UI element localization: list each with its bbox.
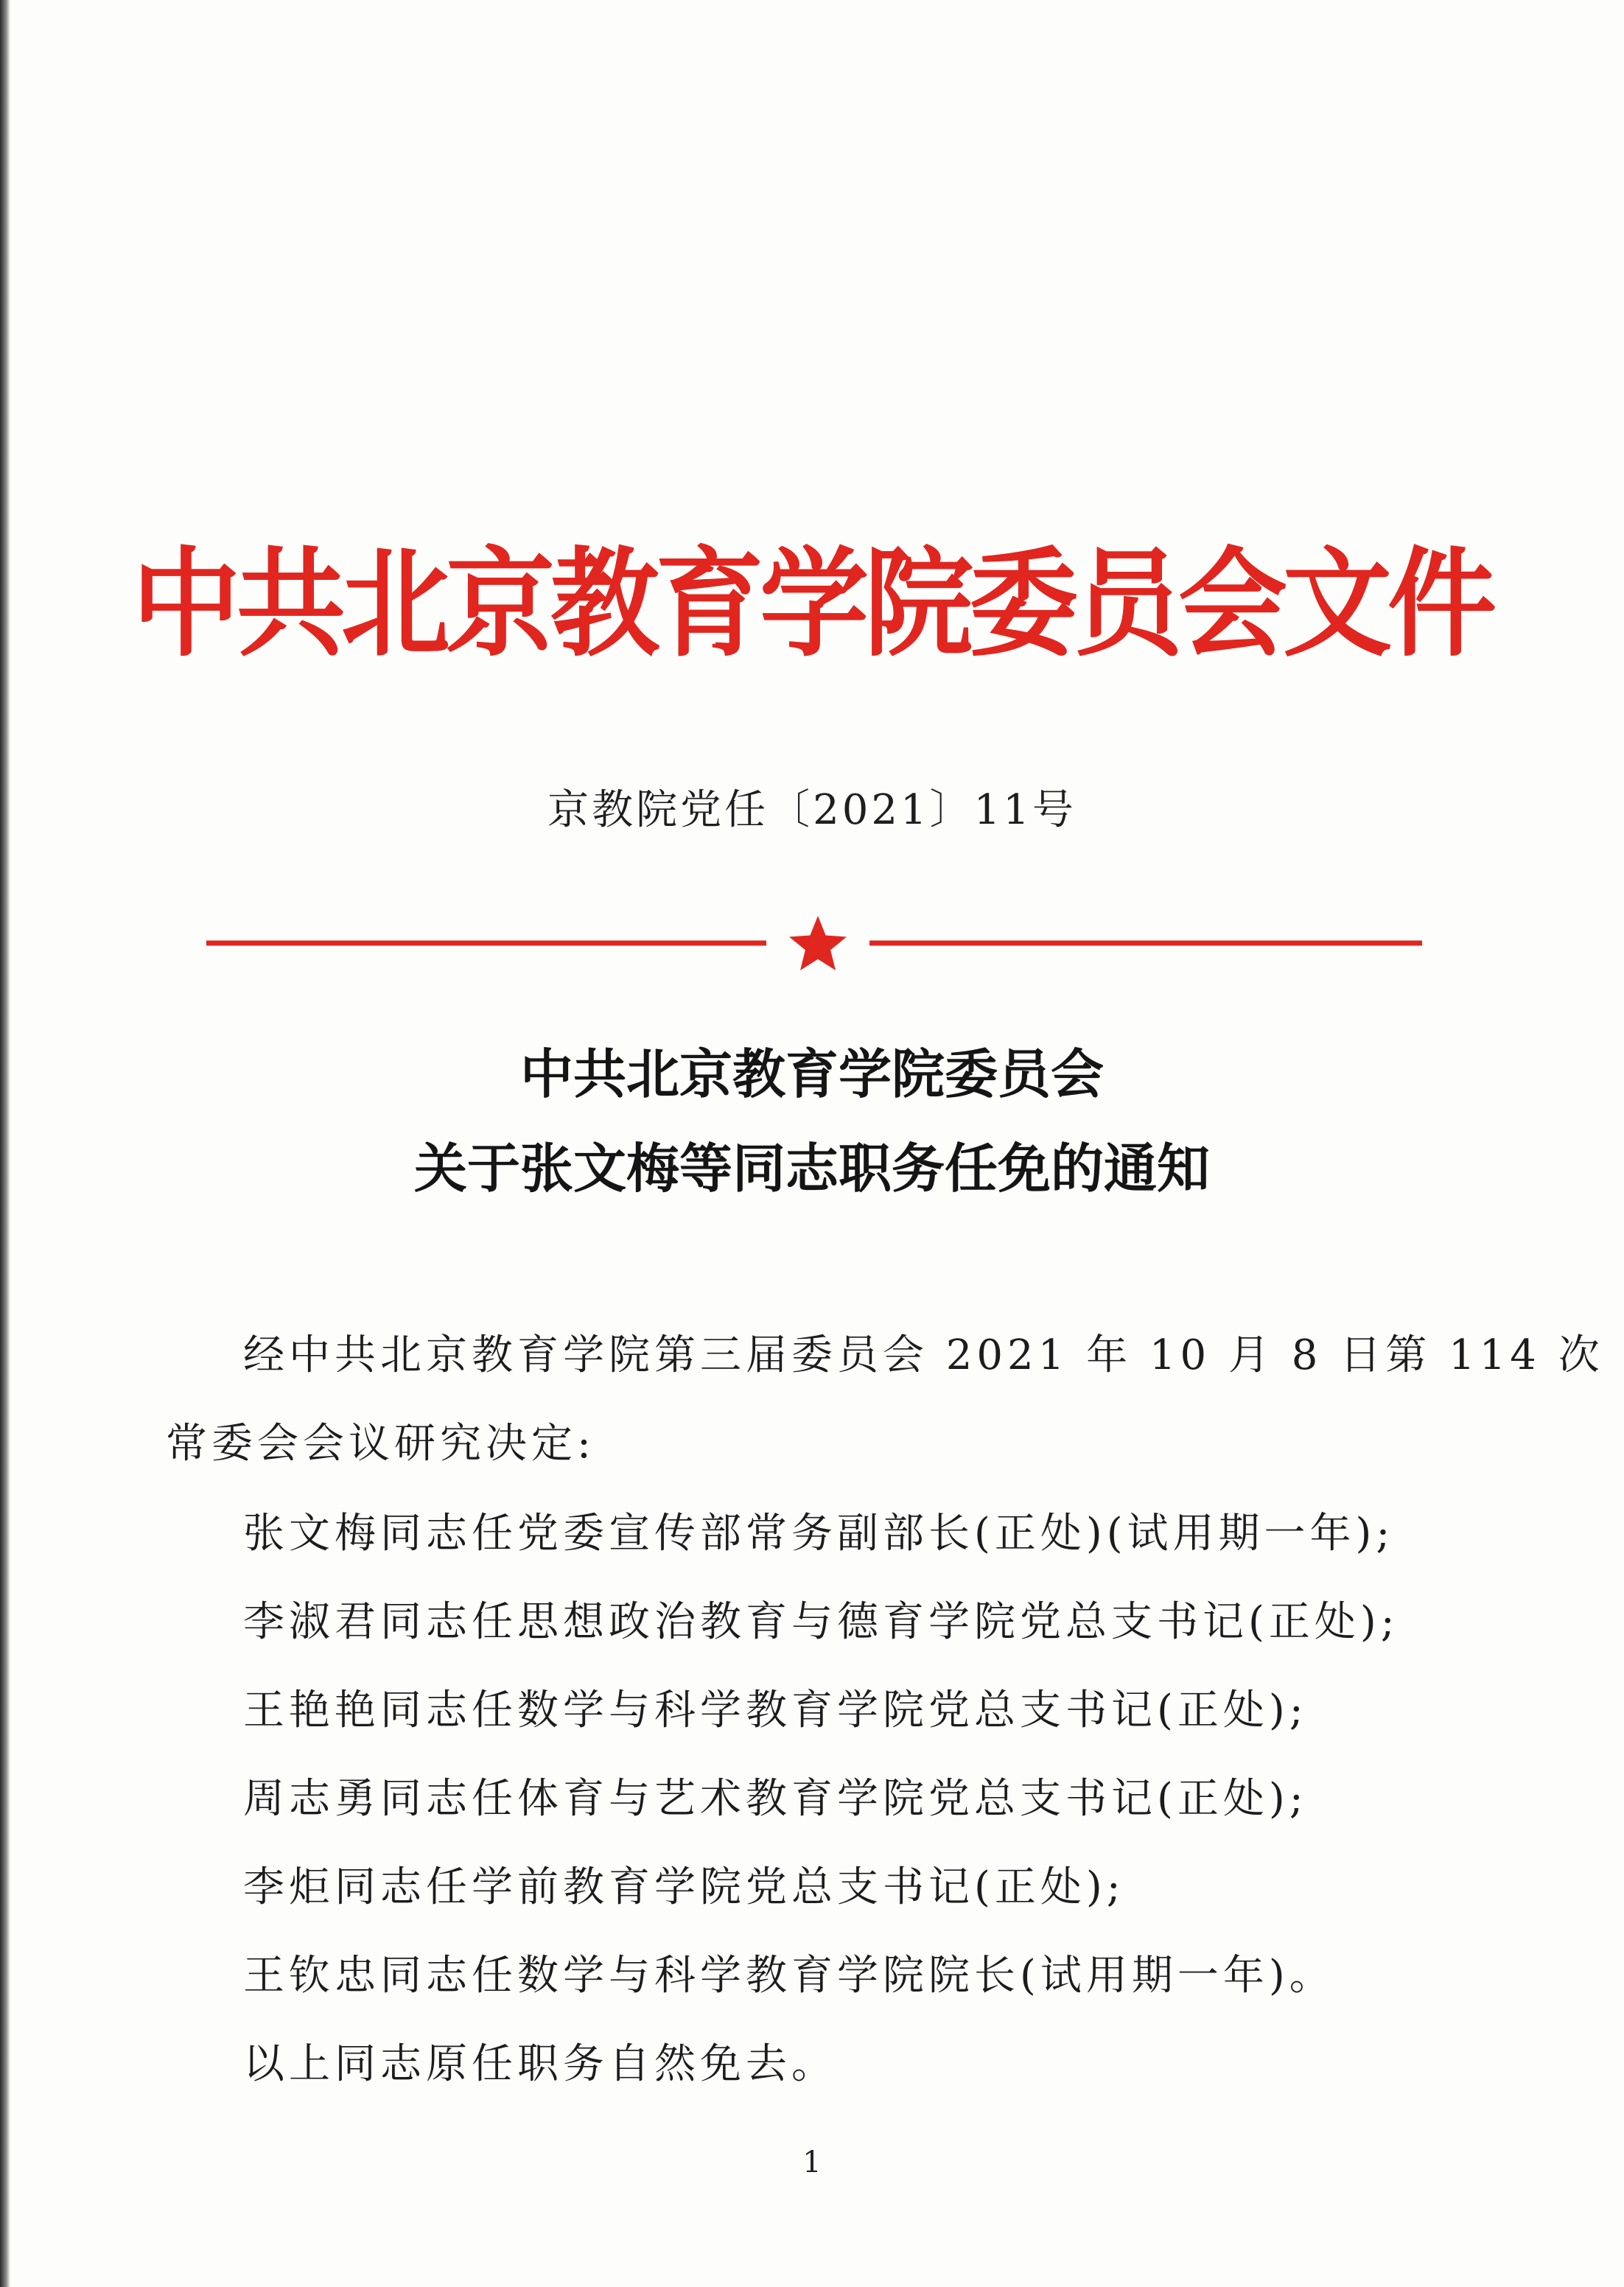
appointment-item: 周志勇同志任体育与艺术教育学院党总支书记(正处); — [243, 1775, 1308, 1823]
red-divider — [206, 910, 1422, 976]
star-icon — [789, 916, 847, 970]
appointment-item: 王艳艳同志任数学与科学教育学院党总支书记(正处); — [243, 1687, 1308, 1734]
intro-paragraph-line-2: 常委会会议研究决定: — [166, 1420, 595, 1468]
page-number: 1 — [802, 2146, 822, 2179]
appointment-item: 李淑君同志任思想政治教育与德育学院党总支书记(正处); — [243, 1598, 1399, 1646]
closing-statement: 以上同志原任职务自然免去。 — [243, 2040, 837, 2088]
document-number: 京教院党任〔2021〕11号 — [547, 786, 1077, 834]
document-header-title: 中共北京教育学院委员会文件 — [132, 536, 1492, 673]
notice-title-line-1: 中共北京教育学院委员会 — [519, 1043, 1104, 1105]
appointment-item: 张文梅同志任党委宣传部常务副部长(正处)(试用期一年); — [243, 1510, 1395, 1558]
appointment-item: 王钦忠同志任数学与科学教育学院院长(试用期一年)。 — [243, 1952, 1335, 2000]
intro-paragraph-line-1: 经中共北京教育学院第三届委员会 2021 年 10 月 8 日第 114 次 — [243, 1331, 1604, 1379]
notice-title-line-2: 关于张文梅等同志职务任免的通知 — [413, 1138, 1210, 1199]
appointment-item: 李炬同志任学前教育学院党总支书记(正处); — [243, 1863, 1125, 1911]
